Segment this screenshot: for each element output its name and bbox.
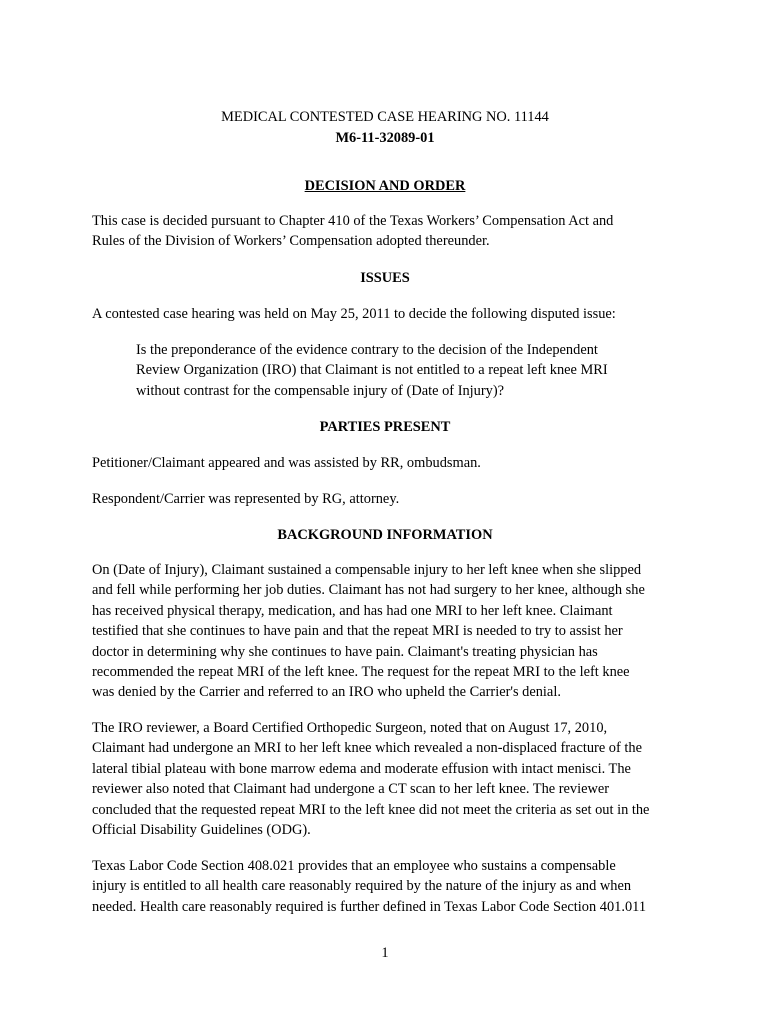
background-heading: BACKGROUND INFORMATION (277, 527, 493, 543)
background-line: and fell while performing her job duties. Claimant has not had surgery to her knee, although she (92, 582, 645, 599)
respondent-paragraph (92, 489, 692, 509)
petitioner-paragraph (92, 453, 692, 473)
background-paragraph-2 (92, 718, 692, 840)
background-line: The IRO reviewer, a Board Certified Orthopedic Surgeon, noted that on August 17, 2010, (92, 720, 608, 736)
issues-statement (92, 304, 692, 324)
case-hearing-title: MEDICAL CONTESTED CASE HEARING NO. 11144 (221, 109, 549, 125)
background-line: testified that she continues to have pain and that the repeat MRI is needed to try to assist her (92, 623, 623, 640)
background-line: recommended the repeat MRI of the left knee. The request for the repeat MRI to the left knee (92, 664, 630, 681)
background-paragraph-1 (92, 560, 692, 703)
background-line: Official Disability Guidelines (ODG). (92, 822, 311, 839)
case-number: M6-11-32089-01 (335, 130, 435, 146)
background-line: was denied by the Carrier and referred to an IRO who upheld the Carrier's denial. (92, 684, 561, 701)
decision-heading: DECISION AND ORDER (304, 178, 466, 194)
petitioner-line: Petitioner/Claimant appeared and was assisted by RR, ombudsman. (92, 455, 481, 471)
intro-line: Rules of the Division of Workers’ Compensation adopted thereunder. (92, 233, 490, 250)
background-line: reviewer also noted that Claimant had undergone a CT scan to her left knee. The reviewer (92, 781, 610, 798)
page-number: 1 (381, 945, 389, 961)
background-line: doctor in determining why she continues to have pain. Claimant's treating physician has (92, 643, 598, 660)
disputed-issue-question (136, 340, 736, 401)
background-line: injury is entitled to all health care reasonably required by the nature of the injury as and when (92, 878, 632, 895)
respondent-line: Respondent/Carrier was represented by RG, attorney. (92, 491, 400, 507)
background-line: has received physical therapy, medication, and has had one MRI to her left knee. Claimant (92, 602, 613, 619)
background-line: Claimant had undergone an MRI to her left knee which revealed a non-displaced fracture of the (92, 740, 642, 757)
question-line: Review Organization (IRO) that Claimant is not entitled to a repeat left knee MRI (136, 362, 608, 379)
background-line: Texas Labor Code Section 408.021 provides that an employee who sustains a compensable (92, 858, 616, 874)
background-line: needed. Health care reasonably required is further defined in Texas Labor Code Section 401.011 (92, 898, 647, 915)
question-line: Is the preponderance of the evidence contrary to the decision of the Independent (136, 342, 598, 358)
intro-paragraph (92, 211, 692, 252)
background-paragraph-3 (92, 856, 692, 917)
issues-statement-line: A contested case hearing was held on May 25, 2011 to decide the following disputed issue: (92, 306, 616, 322)
issues-heading: ISSUES (360, 270, 410, 286)
background-line: lateral tibial plateau with bone marrow edema and moderate effusion with intact menisci. The (92, 760, 631, 777)
parties-heading: PARTIES PRESENT (319, 419, 451, 435)
background-line: On (Date of Injury), Claimant sustained a compensable injury to her left knee when she slipped (92, 562, 642, 578)
background-line: concluded that the requested repeat MRI to the left knee did not meet the criteria as set out in the (92, 801, 650, 818)
question-line: without contrast for the compensable injury of (Date of Injury)? (136, 382, 505, 399)
intro-line: This case is decided pursuant to Chapter 410 of the Texas Workers’ Compensation Act and (92, 213, 614, 229)
